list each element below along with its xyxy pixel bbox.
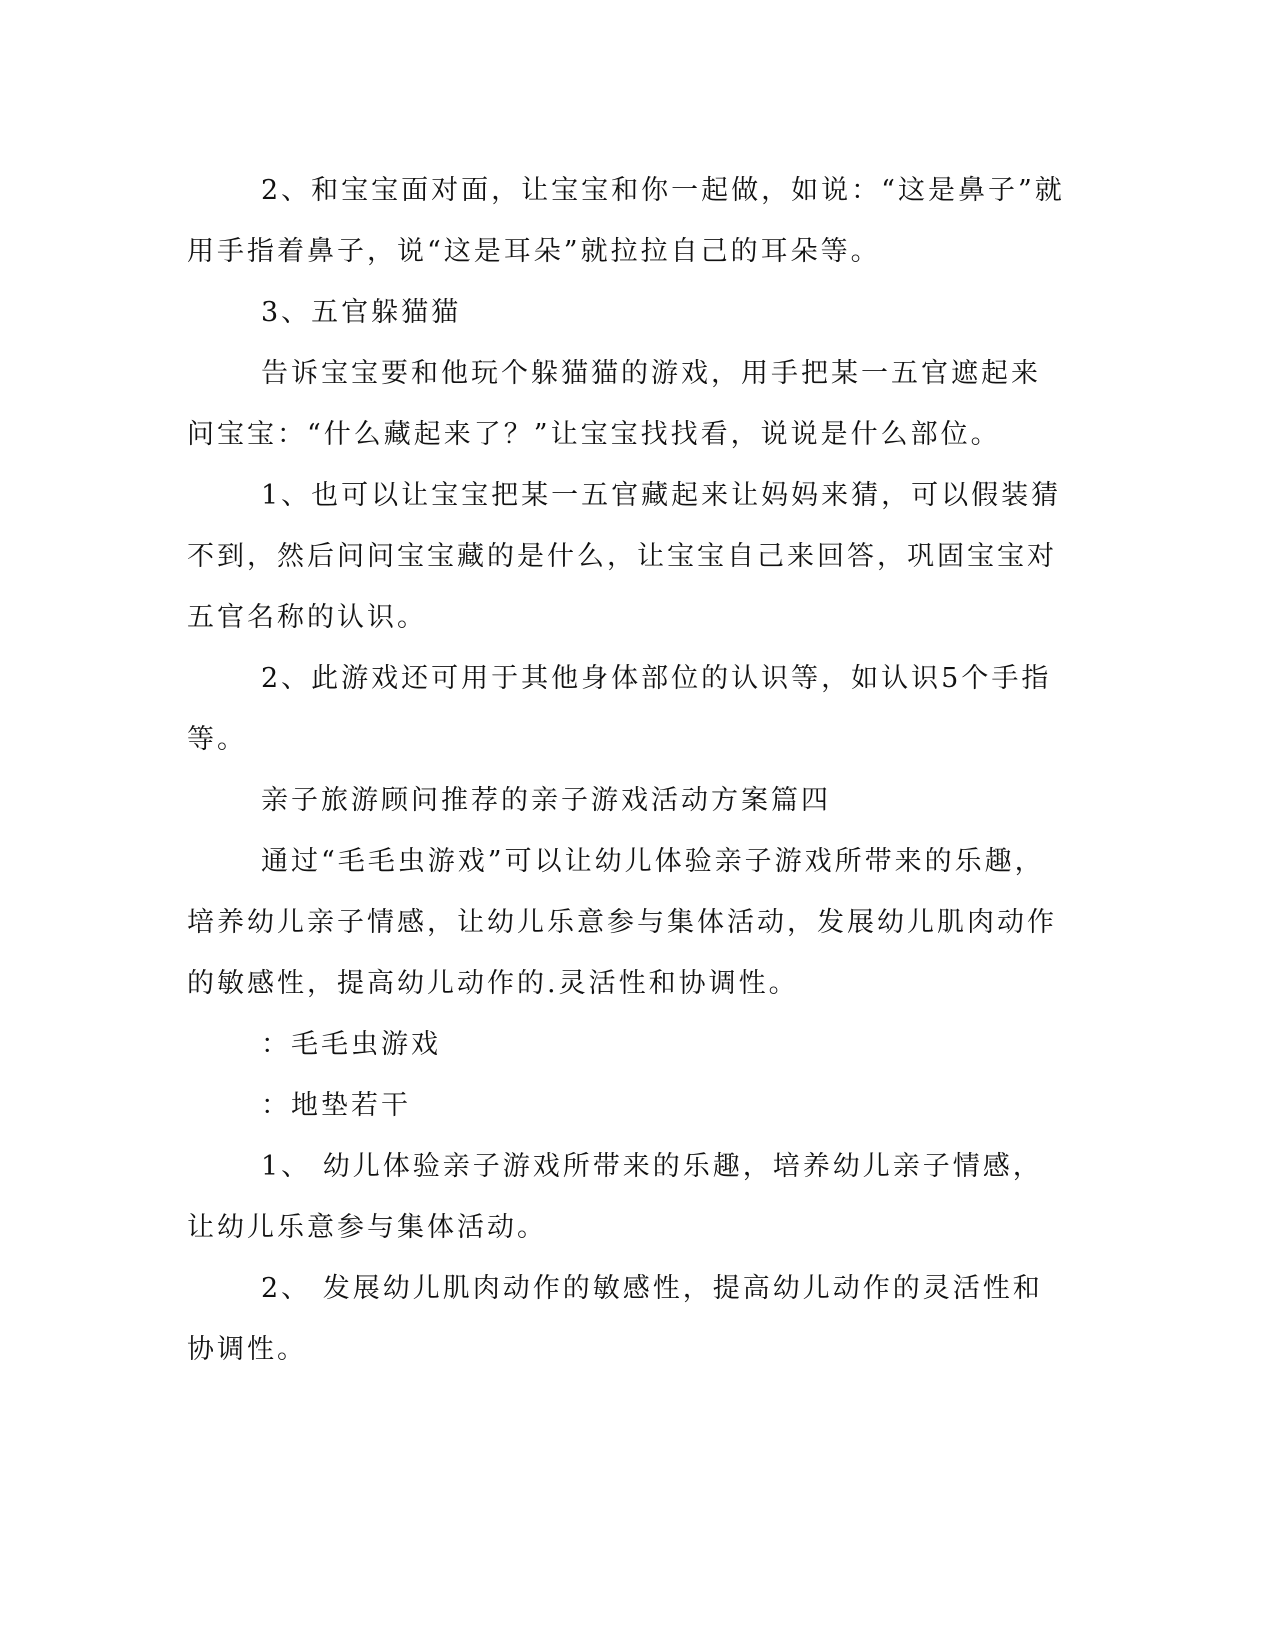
paragraph: 通过“毛毛虫游戏”可以让幼儿体验亲子游戏所带来的乐趣，培养幼儿亲子情感，让幼儿乐意参与集体活动，发展幼儿肌肉动作的敏感性，提高幼儿动作的.灵活性和协调性。: [187, 846, 1057, 999]
paragraph: 告诉宝宝要和他玩个躲猫猫的游戏，用手把某一五官遮起来问宝宝：“什么藏起来了？”让宝宝找找看，说说是什么部位。: [187, 358, 1041, 450]
paragraph: 2、 发展幼儿肌肉动作的敏感性，提高幼儿动作的灵活性和协调性。: [187, 1273, 1043, 1365]
paragraph: 1、 幼儿体验亲子游戏所带来的乐趣，培养幼儿亲子情感，让幼儿乐意参与集体活动。: [187, 1151, 1043, 1243]
section-heading: 亲子旅游顾问推荐的亲子游戏活动方案篇四: [261, 785, 831, 816]
paragraph: 3、五官躲猫猫: [261, 297, 462, 328]
paragraph: ：地垫若干: [261, 1090, 411, 1121]
paragraph: 2、和宝宝面对面，让宝宝和你一起做，如说：“这是鼻子”就用手指着鼻子，说“这是耳朵”就拉拉自己的耳朵等。: [187, 175, 1065, 267]
document-body: [187, 160, 1067, 1380]
paragraph: 2、此游戏还可用于其他身体部位的认识等，如认识5个手指等。: [187, 663, 1052, 755]
paragraph: 1、也可以让宝宝把某一五官藏起来让妈妈来猜，可以假装猜不到，然后问问宝宝藏的是什么，让宝宝自己来回答，巩固宝宝对五官名称的认识。: [187, 480, 1062, 633]
paragraph: ：毛毛虫游戏: [261, 1029, 441, 1060]
